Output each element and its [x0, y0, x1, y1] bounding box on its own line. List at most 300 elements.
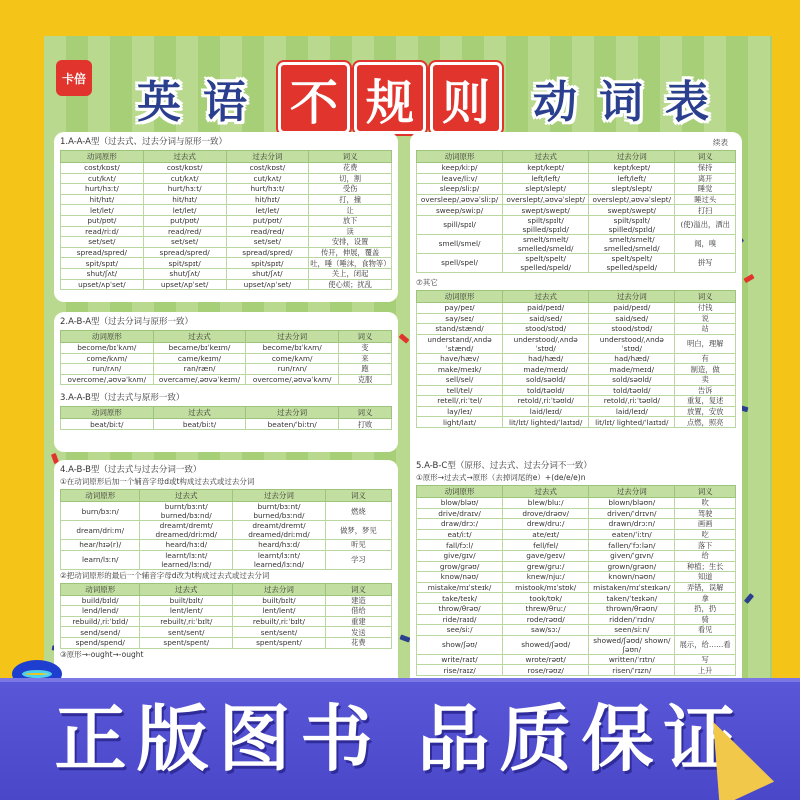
table-cell: 读 — [309, 226, 392, 237]
table-cell: sold/səʊld/ — [503, 374, 589, 385]
table-cell: set/set/ — [61, 237, 144, 248]
table-row — [61, 616, 392, 627]
col-header: 过去分词 — [589, 151, 675, 163]
table-row — [417, 194, 736, 205]
table-cell: see/siː/ — [417, 625, 503, 636]
table-cell: hurt/hɜːt/ — [143, 184, 226, 195]
table-cell: smell/smel/ — [417, 234, 503, 253]
table-cell: eaten/ˈiːtn/ — [589, 529, 675, 540]
table-cell: took/tʊk/ — [503, 593, 589, 604]
table-cell: (使)溢出，洒出 — [675, 215, 736, 234]
brand-logo — [56, 60, 92, 96]
table-cell: hear/hɪə(r)/ — [61, 540, 140, 551]
table-cell: spelt/spelt/ spelled/speld/ — [503, 253, 589, 272]
table-cell: overslept/ˌəʊvəˈslept/ — [589, 194, 675, 205]
title-char-highlight: 规 — [354, 62, 426, 134]
table-row — [417, 184, 736, 195]
table-cell: read/red/ — [226, 226, 309, 237]
table-cell: 燃烧 — [325, 502, 391, 521]
table-cell: became/bɪˈkeɪm/ — [153, 343, 246, 354]
table-cell: come/kʌm/ — [61, 353, 154, 364]
table-cell: 花费 — [309, 163, 392, 174]
table-cell: driven/ˈdrɪvn/ — [589, 508, 675, 519]
table-cell: spend/spend/ — [61, 637, 140, 648]
table-row — [61, 419, 392, 430]
col-header: 过去分词 — [233, 490, 326, 502]
table-cell: smelt/smelt/ smelled/smeld/ — [589, 234, 675, 253]
banner-text: 正版图书 品质保证 — [54, 697, 746, 781]
table-cell: ridden/ˈrɪdn/ — [589, 614, 675, 625]
table-cell: cost/kɒst/ — [143, 163, 226, 174]
table-row — [417, 374, 736, 385]
col-header: 动词原形 — [417, 151, 503, 163]
table-cell: dreamt/dremt/ dreamed/driːmd/ — [233, 521, 326, 540]
table-cell: 有 — [675, 353, 736, 364]
table-cell: rise/raɪz/ — [417, 665, 503, 676]
table-row — [417, 582, 736, 593]
col-header: 词义 — [309, 151, 392, 163]
table-cell: light/laɪt/ — [417, 417, 503, 428]
table-cell: beaten/ˈbiːtn/ — [246, 419, 339, 430]
table-cell: left/left/ — [503, 173, 589, 184]
table-row — [61, 268, 392, 279]
table-cell: ran/ræn/ — [153, 364, 246, 375]
section-aaa — [54, 132, 398, 302]
table-cell: 跑 — [339, 364, 392, 375]
table-cell: blow/bləʊ/ — [417, 498, 503, 509]
table-cell: 说 — [675, 313, 736, 324]
table-cell: spilt/spɪlt/ spilled/spɪld/ — [589, 215, 675, 234]
table-cell: paid/peɪd/ — [589, 302, 675, 313]
table-row — [61, 247, 392, 258]
table-cell: 使心烦；扰乱 — [309, 279, 392, 290]
title-char: 语 — [203, 77, 247, 128]
table-body — [61, 419, 392, 430]
table-row — [61, 258, 392, 269]
table-cell: told/təʊld/ — [503, 385, 589, 396]
table-cell: smelt/smelt/ smelled/smeld/ — [503, 234, 589, 253]
table-row — [61, 279, 392, 290]
table-cell: become/bɪˈkʌm/ — [246, 343, 339, 354]
col-header: 过去分词 — [246, 331, 339, 343]
table-cell: risen/ˈrɪzn/ — [589, 665, 675, 676]
table-cell: 闻，嗅 — [675, 234, 736, 253]
table-cell: sent/sent/ — [140, 627, 233, 638]
table-cell: 做梦，梦见 — [325, 521, 391, 540]
table-cell: overslept/ˌəʊvəˈslept/ — [503, 194, 589, 205]
verb-table-other — [416, 290, 736, 428]
subsection-note: ③原形→-ought→-ought — [60, 649, 144, 659]
table-cell: cost/kɒst/ — [61, 163, 144, 174]
table-cell: spilt/spɪlt/ spilled/spɪld/ — [503, 215, 589, 234]
table-cell: show/ʃəʊ/ — [417, 635, 503, 654]
table-cell: 上升 — [675, 665, 736, 676]
table-cell: spit/spɪt/ — [226, 258, 309, 269]
col-header: 过去式 — [503, 290, 589, 302]
table-cell: overcame/ˌəʊvəˈkeɪm/ — [153, 374, 246, 385]
table-cell: 弄错，误解 — [675, 582, 736, 593]
col-header: 过去式 — [140, 583, 233, 595]
table-cell: 睡过头 — [675, 194, 736, 205]
table-cell: burnt/bɜːnt/ burned/bɜːnd/ — [140, 502, 233, 521]
table-cell: sent/sent/ — [233, 627, 326, 638]
table-cell: lend/lend/ — [61, 606, 140, 617]
table-cell: swept/swept/ — [503, 205, 589, 216]
table-cell: 写 — [675, 654, 736, 665]
table-cell: grown/ɡrəʊn/ — [589, 561, 675, 572]
table-cell: 变 — [339, 343, 392, 354]
table-cell: know/nəʊ/ — [417, 572, 503, 583]
title-char-highlight: 不 — [278, 62, 350, 134]
table-row — [417, 334, 736, 353]
table-cell: 吃 — [675, 529, 736, 540]
table-cell: let/let/ — [61, 205, 144, 216]
table-cell: 知道 — [675, 572, 736, 583]
table-body — [417, 498, 736, 676]
table-row — [61, 353, 392, 364]
poster — [44, 36, 772, 696]
table-cell: gave/ɡeɪv/ — [503, 550, 589, 561]
table-cell: 种植；生长 — [675, 561, 736, 572]
table-cell: dreamt/dremt/ dreamed/driːmd/ — [140, 521, 233, 540]
table-cell: 驾驶 — [675, 508, 736, 519]
table-cell: heard/hɜːd/ — [233, 540, 326, 551]
table-row — [417, 654, 736, 665]
table-cell: beat/biːt/ — [153, 419, 246, 430]
table-row — [417, 540, 736, 551]
section-abb — [54, 460, 398, 696]
section-heading: 4.A-B-B型（过去式与过去分词一致） — [60, 465, 202, 475]
table-cell: rebuilt/ˌriːˈbɪlt/ — [140, 616, 233, 627]
table-cell: rebuild/ˌriːˈbɪld/ — [61, 616, 140, 627]
table-cell: come/kʌm/ — [246, 353, 339, 364]
table-row — [417, 234, 736, 253]
table-cell: 克服 — [339, 374, 392, 385]
table-cell: kept/kept/ — [589, 163, 675, 174]
table-cell: shut/ʃʌt/ — [143, 268, 226, 279]
table-cell: pay/peɪ/ — [417, 302, 503, 313]
table-cell: mistaken/mɪˈsteɪkən/ — [589, 582, 675, 593]
table-cell: laid/leɪd/ — [589, 406, 675, 417]
table-cell: taken/ˈteɪkən/ — [589, 593, 675, 604]
table-row — [61, 521, 392, 540]
table-cell: 切，割 — [309, 173, 392, 184]
table-cell: 吹 — [675, 498, 736, 509]
table-row — [417, 313, 736, 324]
table-cell: 学习 — [325, 550, 391, 569]
table-row — [417, 215, 736, 234]
table-cell: 重建 — [325, 616, 391, 627]
table-row — [417, 603, 736, 614]
table-cell: hit/hɪt/ — [226, 194, 309, 205]
table-cell: had/hæd/ — [589, 353, 675, 364]
table-cell: 展示，给……看 — [675, 635, 736, 654]
table-cell: showed/ʃəʊd/ — [503, 635, 589, 654]
table-cell: spread/spred/ — [226, 247, 309, 258]
verb-table-abb-2 — [60, 583, 392, 649]
table-cell: take/teɪk/ — [417, 593, 503, 604]
table-cell: knew/njuː/ — [503, 572, 589, 583]
col-header: 动词原形 — [61, 583, 140, 595]
table-cell: learnt/lɜːnt/ learned/lɜːnd/ — [140, 550, 233, 569]
table-cell: 打，撞 — [309, 194, 392, 205]
table-row — [417, 253, 736, 272]
table-row — [61, 205, 392, 216]
verb-table-abc — [416, 485, 736, 676]
table-cell: learn/lɜːn/ — [61, 550, 140, 569]
table-cell: thrown/θrəʊn/ — [589, 603, 675, 614]
table-cell: rebuilt/ˌriːˈbɪlt/ — [233, 616, 326, 627]
table-cell: 明白，理解 — [675, 334, 736, 353]
title-char-highlight: 则 — [430, 62, 502, 134]
table-cell: kept/kept/ — [503, 163, 589, 174]
table-cell: 骑 — [675, 614, 736, 625]
table-cell: cut/kʌt/ — [61, 173, 144, 184]
table-cell: spell/spel/ — [417, 253, 503, 272]
table-cell: eat/iːt/ — [417, 529, 503, 540]
table-cell: had/hæd/ — [503, 353, 589, 364]
continued-label: 续表 — [713, 138, 728, 147]
table-cell: let/let/ — [226, 205, 309, 216]
title-char: 动 — [533, 77, 577, 128]
table-row — [61, 237, 392, 248]
col-header: 过去分词 — [589, 290, 675, 302]
table-cell: become/bɪˈkʌm/ — [61, 343, 154, 354]
table-cell: fell/fel/ — [503, 540, 589, 551]
table-row — [417, 417, 736, 428]
table-cell: 告诉 — [675, 385, 736, 396]
table-cell: made/meɪd/ — [503, 364, 589, 375]
section-aba — [54, 312, 398, 452]
table-row — [61, 215, 392, 226]
table-cell: 保持 — [675, 163, 736, 174]
table-row — [417, 508, 736, 519]
table-cell: send/send/ — [61, 627, 140, 638]
table-cell: heard/hɜːd/ — [140, 540, 233, 551]
table-cell: built/bɪlt/ — [233, 595, 326, 606]
promo-banner — [0, 678, 800, 800]
subsection-note: ①原形→过去式→原形（去掉词尾的e）+(de/e/e)n — [416, 473, 586, 482]
poster-title — [128, 58, 722, 138]
table-cell: spent/spent/ — [140, 637, 233, 648]
table-cell: 放下 — [309, 215, 392, 226]
table-cell: write/raɪt/ — [417, 654, 503, 665]
table-cell: drive/draɪv/ — [417, 508, 503, 519]
table-body — [61, 502, 392, 570]
table-cell: understood/ˌʌndəˈstʊd/ — [589, 334, 675, 353]
section-heading: 2.A-B-A型（过去分词与原形一致） — [60, 317, 194, 327]
table-cell: stand/stænd/ — [417, 324, 503, 335]
table-cell: run/rʌn/ — [61, 364, 154, 375]
table-cell: 付钱 — [675, 302, 736, 313]
table-cell: rose/rəʊz/ — [503, 665, 589, 676]
table-cell: shut/ʃʌt/ — [226, 268, 309, 279]
table-cell: 打扫 — [675, 205, 736, 216]
table-row — [417, 561, 736, 572]
table-cell: lit/lɪt/ lighted/ˈlaɪtɪd/ — [503, 417, 589, 428]
table-cell: 点燃，照亮 — [675, 417, 736, 428]
table-cell: set/set/ — [143, 237, 226, 248]
table-cell: understood/ˌʌndəˈstʊd/ — [503, 334, 589, 353]
table-cell: said/sed/ — [503, 313, 589, 324]
table-cell: sold/səʊld/ — [589, 374, 675, 385]
table-cell: set/set/ — [226, 237, 309, 248]
table-row — [61, 502, 392, 521]
verb-table-aaa — [60, 150, 392, 290]
table-cell: 制造，做 — [675, 364, 736, 375]
brand-logo-text: 卡倍 — [61, 71, 86, 86]
table-cell: put/pʊt/ — [226, 215, 309, 226]
table-cell: burnt/bɜːnt/ burned/bɜːnd/ — [233, 502, 326, 521]
table-cell: 画画 — [675, 519, 736, 530]
table-body — [61, 343, 392, 385]
col-header: 过去分词 — [589, 486, 675, 498]
table-row — [417, 593, 736, 604]
table-cell: showed/ʃəʊd/ shown/ʃəʊn/ — [589, 635, 675, 654]
table-cell: learnt/lɜːnt/ learned/lɜːnd/ — [233, 550, 326, 569]
table-cell: spent/spent/ — [233, 637, 326, 648]
table-cell: spelt/spelt/ spelled/speld/ — [589, 253, 675, 272]
table-cell: 传开，伸展，覆盖 — [309, 247, 392, 258]
col-header: 词义 — [339, 331, 392, 343]
table-row — [61, 184, 392, 195]
section-continued — [410, 132, 742, 482]
table-cell: cut/kʌt/ — [226, 173, 309, 184]
table-cell: spit/spɪt/ — [143, 258, 226, 269]
table-cell: 关上，闭起 — [309, 268, 392, 279]
table-cell: 借给 — [325, 606, 391, 617]
table-cell: mistook/mɪˈstʊk/ — [503, 582, 589, 593]
table-cell: run/rʌn/ — [246, 364, 339, 375]
subsection-note: ②把动词原形的最后一个辅音字母d改为t构成过去式或过去分词 — [60, 570, 270, 580]
table-row — [417, 396, 736, 407]
col-header: 词义 — [339, 407, 392, 419]
col-header: 词义 — [675, 151, 736, 163]
verb-table-aab — [60, 406, 392, 430]
subsection-note: ⑦其它 — [416, 277, 438, 287]
col-header: 过去式 — [503, 151, 589, 163]
table-row — [61, 627, 392, 638]
col-header: 词义 — [325, 490, 391, 502]
table-row — [417, 614, 736, 625]
table-cell: throw/θrəʊ/ — [417, 603, 503, 614]
subsection-note: ①在动词原形后加一个辅音字母d或t构成过去式或过去分词 — [60, 477, 255, 486]
table-cell: made/meɪd/ — [589, 364, 675, 375]
table-cell: hit/hɪt/ — [61, 194, 144, 205]
col-header: 动词原形 — [61, 151, 144, 163]
table-row — [61, 163, 392, 174]
table-cell: 扔，扔 — [675, 603, 736, 614]
table-row — [61, 173, 392, 184]
table-row — [417, 302, 736, 313]
table-row — [417, 173, 736, 184]
table-row — [61, 374, 392, 385]
section-heading: 5.A-B-C型（原形、过去式、过去分词不一致） — [416, 461, 592, 471]
section-abc — [410, 456, 742, 696]
title-char: 英 — [137, 77, 181, 128]
table-cell: lay/leɪ/ — [417, 406, 503, 417]
table-cell: 听见 — [325, 540, 391, 551]
table-cell: 看见 — [675, 625, 736, 636]
table-cell: 站 — [675, 324, 736, 335]
col-header: 过去分词 — [246, 407, 339, 419]
table-row — [417, 550, 736, 561]
table-cell: retell/ˌriːˈtel/ — [417, 396, 503, 407]
section-heading: 3.A-A-B型（过去式与原形一致） — [60, 393, 185, 404]
table-row — [417, 635, 736, 654]
table-cell: sweep/swiːp/ — [417, 205, 503, 216]
table-row — [417, 529, 736, 540]
table-cell: lent/lent/ — [140, 606, 233, 617]
table-cell: stood/stʊd/ — [589, 324, 675, 335]
table-cell: ride/raɪd/ — [417, 614, 503, 625]
col-header: 过去分词 — [233, 583, 326, 595]
col-header: 动词原形 — [61, 331, 154, 343]
table-cell: lent/lent/ — [233, 606, 326, 617]
table-cell: paid/peɪd/ — [503, 302, 589, 313]
table-cell: slept/slept/ — [589, 184, 675, 195]
table-cell: written/ˈrɪtn/ — [589, 654, 675, 665]
table-row — [417, 364, 736, 375]
col-header: 过去式 — [503, 486, 589, 498]
col-header: 过去式 — [153, 331, 246, 343]
col-header: 词义 — [325, 583, 391, 595]
table-row — [417, 324, 736, 335]
table-cell: say/seɪ/ — [417, 313, 503, 324]
table-cell: 吐，唾（唾沫，食物等） — [310, 258, 391, 268]
table-cell: cut/kʌt/ — [143, 173, 226, 184]
table-cell: have/hæv/ — [417, 353, 503, 364]
table-cell: make/meɪk/ — [417, 364, 503, 375]
table-cell: read/red/ — [143, 226, 226, 237]
table-body — [61, 595, 392, 648]
table-cell: ate/eɪt/ — [503, 529, 589, 540]
table-cell: told/təʊld/ — [589, 385, 675, 396]
table-cell: hurt/hɜːt/ — [226, 184, 309, 195]
table-cell: upset/ʌpˈset/ — [226, 279, 309, 290]
table-cell: read/riːd/ — [61, 226, 144, 237]
table-cell: came/keɪm/ — [153, 353, 246, 364]
section-heading: 1.A-A-A型（过去式、过去分词与原形一致） — [60, 137, 227, 147]
col-header: 过去分词 — [226, 151, 309, 163]
table-cell: seen/siːn/ — [589, 625, 675, 636]
table-cell: 建造 — [325, 595, 391, 606]
table-cell: 落下 — [675, 540, 736, 551]
table-cell: 打败 — [339, 419, 392, 430]
table-row — [417, 665, 736, 676]
table-cell: 花费 — [325, 637, 391, 648]
table-cell: grow/ɡrəʊ/ — [417, 561, 503, 572]
col-header: 动词原形 — [417, 290, 503, 302]
table-cell: 给 — [675, 550, 736, 561]
table-row — [417, 385, 736, 396]
col-header: 词义 — [675, 290, 736, 302]
table-cell: lit/lɪt/ lighted/ˈlaɪtɪd/ — [589, 417, 675, 428]
table-cell: 发送 — [325, 627, 391, 638]
table-cell: overcome/ˌəʊvəˈkʌm/ — [246, 374, 339, 385]
table-row — [417, 572, 736, 583]
table-cell: beat/biːt/ — [61, 419, 154, 430]
table-cell: upset/ʌpˈset/ — [61, 279, 144, 290]
table-cell: wrote/rəʊt/ — [503, 654, 589, 665]
table-cell: fallen/ˈfɔːlən/ — [589, 540, 675, 551]
table-cell: understand/ˌʌndəˈstænd/ — [417, 334, 503, 353]
col-header: 动词原形 — [61, 490, 140, 502]
table-cell: put/pʊt/ — [61, 215, 144, 226]
table-cell: 拼写 — [675, 253, 736, 272]
table-cell: draw/drɔː/ — [417, 519, 503, 530]
table-cell: sleep/sliːp/ — [417, 184, 503, 195]
